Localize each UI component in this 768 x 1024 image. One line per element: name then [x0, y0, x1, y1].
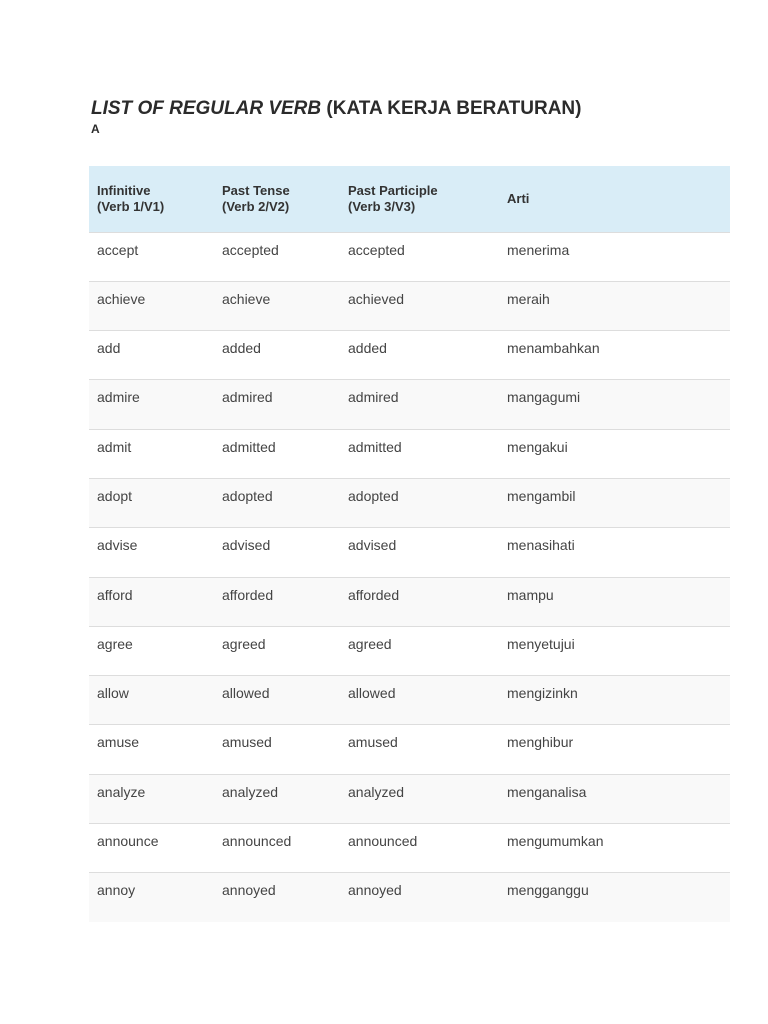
page-title-rest: (KATA KERJA BERATURAN) [321, 98, 582, 119]
cell-past-participle: achieved [348, 290, 405, 307]
table-row [89, 626, 730, 675]
table-header [89, 166, 730, 232]
cell-past-participle: announced [348, 833, 418, 850]
cell-past-tense: amused [222, 734, 272, 751]
header-past-tense [214, 166, 340, 232]
cell-infinitive: add [97, 340, 121, 357]
cell-infinitive: admire [97, 389, 140, 406]
cell-past-participle: amused [348, 734, 398, 751]
header-label: Arti [507, 190, 530, 206]
header-label: Infinitive [97, 182, 151, 198]
section-letter: A [91, 122, 100, 136]
table-row [89, 725, 730, 774]
table-row [89, 577, 730, 626]
table-body [89, 232, 730, 922]
table-header-row [89, 166, 730, 232]
cell-past-tense: afforded [222, 586, 274, 603]
cell-past-participle: added [348, 340, 387, 357]
cell-arti: menghibur [507, 734, 574, 751]
cell-past-participle: admitted [348, 438, 402, 455]
cell-infinitive: announce [97, 833, 159, 850]
cell-past-tense: admired [222, 389, 273, 406]
cell-past-participle: agreed [348, 635, 392, 652]
header-label: Past Participle [348, 182, 438, 198]
cell-past-participle: admired [348, 389, 399, 406]
header-sublabel: (Verb 1/V1) [97, 198, 165, 214]
cell-infinitive: analyze [97, 783, 146, 800]
cell-past-participle: accepted [348, 241, 405, 258]
cell-infinitive: advise [97, 537, 138, 554]
cell-arti: menambahkan [507, 340, 600, 357]
page-title-italic: LIST OF REGULAR VERB [91, 98, 322, 119]
cell-infinitive: agree [97, 635, 133, 652]
cell-past-participle: adopted [348, 487, 399, 504]
table-row [89, 873, 730, 922]
cell-past-tense: analyzed [222, 783, 279, 800]
cell-infinitive: allow [97, 685, 129, 702]
table-row [89, 232, 730, 281]
cell-infinitive: amuse [97, 734, 140, 751]
cell-arti: mengambil [507, 487, 576, 504]
cell-arti: meraih [507, 290, 550, 307]
header-past-participle [340, 166, 499, 232]
table-row [89, 774, 730, 823]
cell-infinitive: adopt [97, 487, 133, 504]
cell-arti: menerima [507, 241, 570, 258]
cell-past-participle: analyzed [348, 783, 405, 800]
cell-past-participle: afforded [348, 586, 400, 603]
cell-infinitive: afford [97, 586, 133, 603]
cell-past-tense: adopted [222, 487, 273, 504]
cell-past-tense: accepted [222, 241, 279, 258]
table-row [89, 528, 730, 577]
cell-arti: mengganggu [507, 882, 589, 899]
table-row [89, 676, 730, 725]
header-sublabel: (Verb 2/V2) [222, 198, 290, 214]
cell-infinitive: achieve [97, 290, 146, 307]
page-title [91, 98, 581, 120]
cell-past-tense: admitted [222, 438, 276, 455]
header-infinitive [89, 166, 214, 232]
cell-arti: menganalisa [507, 783, 587, 800]
cell-infinitive: accept [97, 241, 139, 258]
regular-verb-table [89, 166, 730, 922]
cell-past-tense: added [222, 340, 261, 357]
table-row [89, 824, 730, 873]
cell-past-participle: allowed [348, 685, 396, 702]
header-sublabel: (Verb 3/V3) [348, 198, 416, 214]
cell-arti: mengakui [507, 438, 568, 455]
cell-past-tense: allowed [222, 685, 270, 702]
cell-infinitive: annoy [97, 882, 136, 899]
table-row [89, 380, 730, 429]
table-row [89, 478, 730, 527]
table-row [89, 281, 730, 330]
cell-past-tense: annoyed [222, 882, 276, 899]
cell-past-tense: achieve [222, 290, 271, 307]
header-arti [499, 166, 730, 232]
cell-past-participle: advised [348, 537, 397, 554]
cell-arti: mengizinkn [507, 685, 578, 702]
cell-infinitive: admit [97, 438, 132, 455]
table-row [89, 429, 730, 478]
cell-arti: mengumumkan [507, 833, 604, 850]
cell-arti: menyetujui [507, 635, 575, 652]
cell-arti: mangagumi [507, 389, 581, 406]
cell-past-tense: announced [222, 833, 292, 850]
cell-arti: menasihati [507, 537, 575, 554]
table-row [89, 331, 730, 380]
header-label: Past Tense [222, 182, 290, 198]
cell-past-tense: agreed [222, 635, 266, 652]
cell-past-tense: advised [222, 537, 271, 554]
cell-past-participle: annoyed [348, 882, 402, 899]
cell-arti: mampu [507, 586, 554, 603]
